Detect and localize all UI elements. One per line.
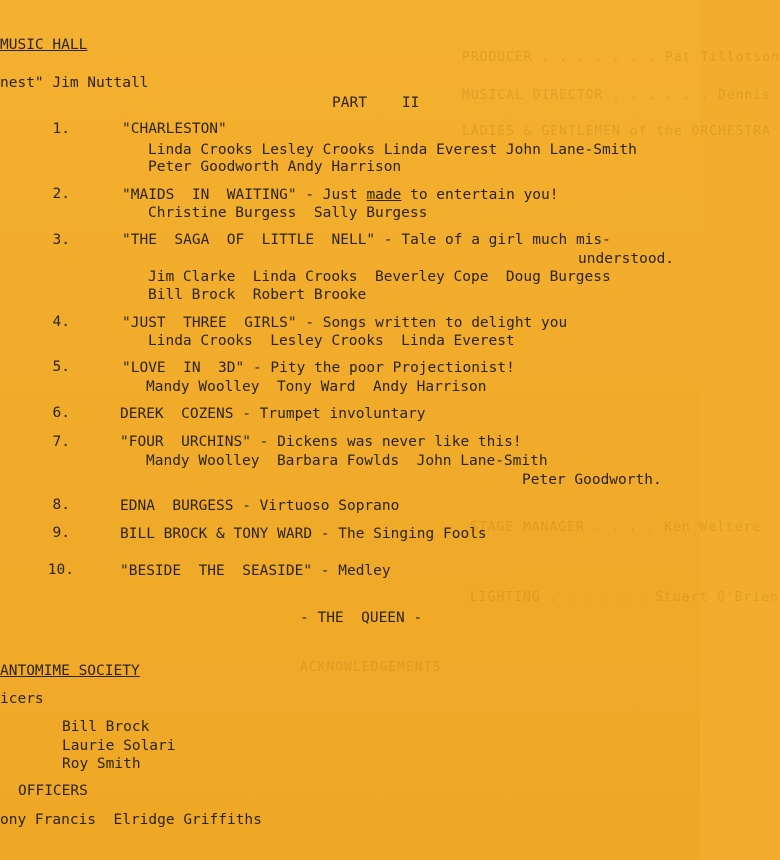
item-title: "JUST THREE GIRLS" - Songs written to delight you bbox=[122, 315, 568, 331]
officers-label: icers bbox=[0, 691, 44, 707]
item-cast: Linda Crooks Lesley Crooks Linda Everest John Lane-Smith bbox=[148, 142, 637, 158]
ghost-text: STAGE MANAGER . . . . Ken Weltere bbox=[470, 520, 762, 535]
item-number: 2. bbox=[52, 186, 70, 202]
item-number: 9. bbox=[52, 525, 70, 541]
ghost-text: PRODUCER . . . . . . . Pat Tillotson bbox=[462, 50, 780, 65]
item-title: "LOVE IN 3D" - Pity the poor Projectionist! bbox=[122, 360, 515, 376]
officer-name: Bill Brock bbox=[62, 719, 150, 735]
society-heading: ANTOMIME SOCIETY bbox=[0, 663, 140, 679]
item-cast: Mandy Woolley Barbara Fowlds John Lane-Smith bbox=[146, 453, 548, 469]
ghost-text: MUSICAL DIRECTOR . . . . . . Dennis bbox=[462, 88, 771, 103]
item-title: "FOUR URCHINS" - Dickens was never like this! bbox=[120, 434, 522, 450]
item-cast: Jim Clarke Linda Crooks Beverley Cope Doug Burgess bbox=[148, 269, 611, 285]
ghost-text: LIGHTING . . . . . . Stuart O'Brien bbox=[470, 590, 779, 605]
item-cast: Linda Crooks Lesley Crooks Linda Everest bbox=[148, 333, 515, 349]
ghost-text: LADIES & GENTLEMEN of the ORCHESTRA bbox=[462, 124, 771, 139]
item-number: 1. bbox=[52, 121, 70, 137]
officers-heading: OFFICERS bbox=[18, 783, 88, 799]
item-title: BILL BROCK & TONY WARD - The Singing Fools bbox=[120, 526, 487, 542]
item-number: 8. bbox=[52, 497, 70, 513]
music-hall-heading: MUSIC HALL bbox=[0, 37, 88, 53]
item-number: 5. bbox=[52, 359, 70, 375]
item-title: DEREK COZENS - Trumpet involuntary bbox=[120, 406, 426, 422]
item-number: 3. bbox=[52, 232, 70, 248]
item-number: 7. bbox=[52, 434, 70, 450]
item-number: 10. bbox=[47, 562, 74, 578]
item-number: 4. bbox=[52, 314, 70, 330]
item-cast: Mandy Woolley Tony Ward Andy Harrison bbox=[146, 379, 487, 395]
officers-names: ony Francis Elridge Griffiths bbox=[0, 812, 262, 828]
item-cast: Bill Brock Robert Brooke bbox=[148, 287, 367, 303]
item-cast: Peter Goodworth. bbox=[522, 472, 662, 488]
item-title-continued: understood. bbox=[578, 251, 675, 267]
item-title: "CHARLESTON" bbox=[122, 121, 227, 137]
closing-line: - THE QUEEN - bbox=[300, 610, 423, 626]
officer-name: Roy Smith bbox=[62, 756, 141, 772]
producer-line: nest" Jim Nuttall bbox=[0, 75, 149, 91]
officer-name: Laurie Solari bbox=[62, 738, 176, 754]
item-title: EDNA BURGESS - Virtuoso Soprano bbox=[120, 498, 400, 514]
item-title: "BESIDE THE SEASIDE" - Medley bbox=[120, 563, 391, 579]
item-title: "THE SAGA OF LITTLE NELL" - Tale of a girl much mis- bbox=[122, 232, 611, 248]
item-cast: Christine Burgess Sally Burgess bbox=[148, 205, 428, 221]
ghost-text: ACKNOWLEDGEMENTS bbox=[300, 660, 442, 675]
part-title: PART II bbox=[332, 95, 420, 111]
item-number: 6. bbox=[52, 405, 70, 421]
item-title: "MAIDS IN WAITING" - Just made to entertain you! bbox=[122, 187, 559, 203]
item-cast: Peter Goodworth Andy Harrison bbox=[148, 159, 402, 175]
